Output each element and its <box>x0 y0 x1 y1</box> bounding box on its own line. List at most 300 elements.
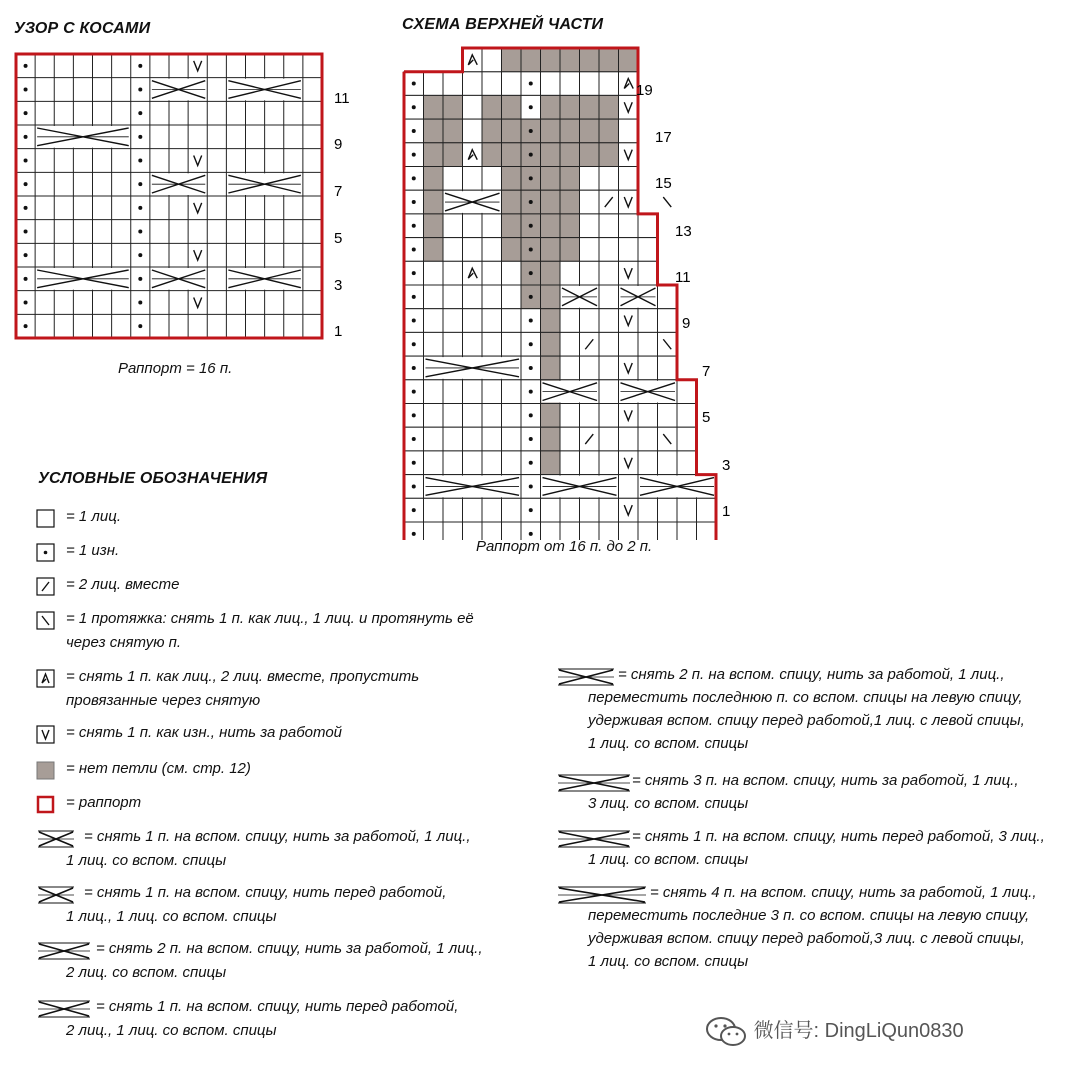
purl-stitch <box>138 230 142 234</box>
legend-item-text: 1 лиц. со вспом. спицы <box>588 953 749 970</box>
no-stitch-cell <box>443 143 463 167</box>
legend-item <box>36 996 556 1046</box>
no-stitch-cell <box>502 95 522 119</box>
purl-stitch <box>24 88 28 92</box>
grid-cell <box>677 522 697 540</box>
no-stitch-cell <box>541 190 561 214</box>
purl-stitch <box>412 105 416 109</box>
legend-item <box>556 882 1076 982</box>
no-stitch-cell <box>580 143 600 167</box>
grid-cell <box>463 309 483 333</box>
legend-item-text: = раппорт <box>66 794 142 811</box>
grid-cell <box>424 380 444 404</box>
grid-cell <box>463 427 483 451</box>
grid-cell <box>619 498 639 522</box>
no-stitch-cell <box>424 143 444 167</box>
purl-stitch <box>412 224 416 228</box>
grid-cell <box>658 522 678 540</box>
grid-cell <box>463 261 483 285</box>
grid-cell <box>580 167 600 191</box>
cable-1-1-back-symbol <box>36 828 76 850</box>
skpo-stitch <box>663 197 671 207</box>
grid-cell <box>502 451 522 475</box>
grid-cell <box>619 190 639 214</box>
legend-item-text: = 1 протяжка: снять 1 п. как лиц., 1 лиц. и протянуть её <box>66 610 474 627</box>
no-stitch-cell <box>541 332 561 356</box>
grid-cell <box>463 95 483 119</box>
no-stitch-cell <box>502 214 522 238</box>
chart2-row-number: 7 <box>702 363 711 380</box>
grid-cell <box>599 261 619 285</box>
purl-stitch <box>529 437 533 441</box>
purl-stitch <box>529 319 533 323</box>
chart2-row-number: 3 <box>722 457 731 474</box>
chart2-row-number: 19 <box>636 82 653 99</box>
grid-cell <box>560 427 580 451</box>
grid-cell <box>560 309 580 333</box>
legend-item-text: = снять 1 п. как лиц., 2 лиц. вместе, пропустить <box>66 668 420 685</box>
no-stitch-cell <box>541 214 561 238</box>
legend-item-text: = 1 изн. <box>66 542 120 559</box>
legend-item-text: = снять 1 п. на вспом. спицу, нить за работой, 1 лиц., <box>84 828 471 845</box>
grid-cell <box>677 380 697 404</box>
grid-cell <box>638 427 658 451</box>
chart1-row-number: 5 <box>334 230 343 247</box>
no-stitch-cell <box>482 95 502 119</box>
grid-cell <box>463 238 483 262</box>
purl-stitch <box>529 271 533 275</box>
purl-stitch <box>412 271 416 275</box>
grid-cell <box>443 309 463 333</box>
legend-item-text-line2: 2 лиц., 1 лиц. со вспом. спицы <box>66 1022 277 1039</box>
legend-item <box>36 826 556 876</box>
grid-cell <box>482 285 502 309</box>
grid-cell <box>560 451 580 475</box>
grid-cell <box>619 238 639 262</box>
purl-stitch <box>529 366 533 370</box>
no-stitch-cell <box>541 238 561 262</box>
slip-stitch <box>194 61 202 71</box>
slip-stitch <box>194 298 202 308</box>
grid-cell <box>638 404 658 428</box>
legend-item-text: удерживая вспом. спицу перед работой,3 лиц. с левой спицы, <box>588 930 1025 947</box>
grid-cell <box>599 404 619 428</box>
no-stitch-cell <box>560 190 580 214</box>
grid-cell <box>619 261 639 285</box>
chart1-row-number: 1 <box>334 323 343 340</box>
purl-stitch <box>24 182 28 186</box>
grid-cell <box>638 332 658 356</box>
purl-stitch <box>412 484 416 488</box>
purl-stitch <box>529 295 533 299</box>
no-stitch-cell <box>541 404 561 428</box>
grid-cell <box>619 214 639 238</box>
grid-cell <box>599 214 619 238</box>
grid-cell <box>502 285 522 309</box>
grid-cell <box>502 404 522 428</box>
grid-cell <box>580 309 600 333</box>
no-stitch-cell <box>424 238 444 262</box>
grid-cell <box>463 285 483 309</box>
grid-cell <box>599 238 619 262</box>
purl-stitch <box>412 153 416 157</box>
chart2-row-number: 9 <box>682 315 691 332</box>
grid-cell <box>658 451 678 475</box>
grid-cell <box>424 72 444 96</box>
legend-item-text-line2: 1 лиц. со вспом. спицы <box>66 852 227 869</box>
purl-stitch <box>138 88 142 92</box>
grid-cell <box>482 332 502 356</box>
watermark-text: 微信号: DingLiQun0830 <box>753 1020 964 1042</box>
grid-cell <box>619 143 639 167</box>
slip-stitch <box>194 250 202 260</box>
purl-stitch <box>529 176 533 180</box>
purl-stitch <box>24 159 28 163</box>
legend-item-text: = снять 2 п. на вспом. спицу, нить за работой, 1 лиц., <box>96 940 483 957</box>
purl-stitch <box>529 129 533 133</box>
purl-stitch <box>529 247 533 251</box>
legend-item-text: 3 лиц. со вспом. спицы <box>588 795 749 812</box>
chart2-row-number: 17 <box>655 129 672 146</box>
chart2-row-number: 5 <box>702 409 711 426</box>
grid-cell <box>463 119 483 143</box>
grid-cell <box>580 261 600 285</box>
grid-cell <box>599 498 619 522</box>
grid-cell <box>482 48 502 72</box>
purl-stitch <box>529 413 533 417</box>
cable-2-1-back-symbol <box>36 940 92 962</box>
grid-cell <box>502 261 522 285</box>
grid-cell <box>619 309 639 333</box>
chart2-row-number: 1 <box>722 503 731 520</box>
grid-cell <box>482 451 502 475</box>
grid-cell <box>443 332 463 356</box>
grid-cell <box>580 356 600 380</box>
legend-item-text-line2: 2 лиц. со вспом. спицы <box>66 964 227 981</box>
purl-stitch <box>138 182 142 186</box>
purl-stitch <box>412 413 416 417</box>
legend-item-text: = нет петли (см. стр. 12) <box>66 760 251 777</box>
grid-cell <box>482 309 502 333</box>
grid-cell <box>677 498 697 522</box>
no-stitch-cell <box>443 95 463 119</box>
grid-cell <box>677 404 697 428</box>
grid-cell <box>443 427 463 451</box>
chart2-row-number: 15 <box>655 175 672 192</box>
purl-stitch <box>529 105 533 109</box>
grid-cell <box>443 404 463 428</box>
grid-cell <box>463 404 483 428</box>
grid-cell <box>619 167 639 191</box>
purl-stitch <box>412 247 416 251</box>
purl-stitch <box>529 484 533 488</box>
grid-cell <box>502 427 522 451</box>
grid-cell <box>463 380 483 404</box>
purl-stitch <box>529 390 533 394</box>
grid-cell <box>580 498 600 522</box>
grid-cell <box>424 427 444 451</box>
grid-cell <box>638 451 658 475</box>
purl-stitch <box>138 111 142 115</box>
legend-item-text: = снять 1 п. как изн., нить за работой <box>66 724 343 741</box>
grid-cell <box>560 332 580 356</box>
no-stitch-cell <box>502 119 522 143</box>
grid-cell <box>599 380 619 404</box>
grid-cell <box>580 404 600 428</box>
grid-cell <box>619 119 639 143</box>
purl-stitch <box>24 206 28 210</box>
legend-item-text-line2: 1 лиц., 1 лиц. со вспом. спицы <box>66 908 277 925</box>
grid-cell <box>638 261 658 285</box>
grid-cell <box>580 48 600 72</box>
purl-stitch <box>138 253 142 257</box>
grid-cell <box>658 285 678 309</box>
chart1-caption: Раппорт = 16 п. <box>118 360 233 377</box>
watermark <box>704 1014 964 1049</box>
grid-cell <box>619 356 639 380</box>
grid-cell <box>521 48 541 72</box>
grid-cell <box>482 261 502 285</box>
chart2-title: СХЕМА ВЕРХНЕЙ ЧАСТИ <box>402 16 604 33</box>
chart1-title: УЗОР С КОСАМИ <box>14 20 151 37</box>
upper-part-chart <box>380 30 760 540</box>
no-stitch-cell <box>541 167 561 191</box>
legend-item-text: = 2 лиц. вместе <box>66 576 180 593</box>
grid-cell <box>658 356 678 380</box>
legend-title: УСЛОВНЫЕ ОБОЗНАЧЕНИЯ <box>38 470 268 487</box>
grid-cell <box>502 48 522 72</box>
no-stitch-cell <box>599 119 619 143</box>
no-stitch-cell <box>541 261 561 285</box>
grid-cell <box>482 380 502 404</box>
purl-stitch <box>412 295 416 299</box>
grid-cell <box>482 214 502 238</box>
purl-stitch <box>24 253 28 257</box>
legend-item-text: = снять 1 п. на вспом. спицу, нить перед работой, <box>84 884 447 901</box>
cable-1-3-front-symbol <box>556 828 632 850</box>
no-stitch-cell <box>541 95 561 119</box>
purl-stitch <box>412 82 416 86</box>
grid-cell <box>443 238 463 262</box>
no-stitch-cell <box>424 190 444 214</box>
grid-cell <box>560 72 580 96</box>
grid-cell <box>443 380 463 404</box>
grid-cell <box>541 48 561 72</box>
grid-cell <box>599 356 619 380</box>
grid-cell <box>697 498 717 522</box>
purl-stitch <box>529 461 533 465</box>
no-stitch-cell <box>502 167 522 191</box>
grid-cell <box>443 214 463 238</box>
grid-cell <box>599 167 619 191</box>
legend-item-text: удерживая вспом. спицу перед работой,1 лиц. с левой спицы, <box>588 712 1025 729</box>
legend-item <box>556 664 1076 764</box>
grid-cell <box>502 332 522 356</box>
legend-item <box>36 882 556 932</box>
purl-stitch <box>529 200 533 204</box>
grid-cell <box>560 48 580 72</box>
grid-cell <box>638 356 658 380</box>
no-stitch-cell <box>599 143 619 167</box>
purl-stitch <box>138 135 142 139</box>
grid-cell <box>619 332 639 356</box>
grid-cell <box>443 285 463 309</box>
no-stitch-cell <box>541 356 561 380</box>
grid-cell <box>560 498 580 522</box>
grid-cell <box>443 451 463 475</box>
legend-item <box>36 666 556 716</box>
chart2-row-number: 11 <box>675 269 691 286</box>
grid-cell <box>580 72 600 96</box>
legend-item-text-line2: провязанные через снятую <box>66 692 261 709</box>
no-stitch-cell <box>560 238 580 262</box>
grid-cell <box>424 404 444 428</box>
grid-cell <box>424 451 444 475</box>
no-stitch-cell <box>580 119 600 143</box>
legend-item-text-line2: через снятую п. <box>66 634 182 651</box>
legend-item-text: = снять 2 п. на вспом. спицу, нить за работой, 1 лиц., <box>618 666 1005 683</box>
chart2-row-number: 13 <box>675 223 692 240</box>
grid-cell <box>619 427 639 451</box>
grid-cell <box>658 404 678 428</box>
purl-stitch <box>412 461 416 465</box>
cable-1-2-front-symbol <box>36 998 92 1020</box>
grid-cell <box>424 332 444 356</box>
grid-cell <box>599 285 619 309</box>
grid-cell <box>443 167 463 191</box>
grid-cell <box>482 72 502 96</box>
grid-cell <box>619 404 639 428</box>
no-stitch-cell <box>482 119 502 143</box>
slip-stitch <box>194 156 202 166</box>
grid-cell <box>638 309 658 333</box>
purl-stitch <box>412 129 416 133</box>
no-stitch-cell <box>560 214 580 238</box>
grid-cell <box>463 451 483 475</box>
legend-item-text: переместить последние 3 п. со вспом. спицы на левую спицу, <box>588 907 1030 924</box>
no-stitch-cell <box>424 119 444 143</box>
purl-stitch <box>24 64 28 68</box>
cable-4-3-1-symbol <box>556 884 648 906</box>
grid-cell <box>502 309 522 333</box>
cable-3-1-back-symbol <box>556 772 632 794</box>
no-stitch-cell <box>424 214 444 238</box>
grid-cell <box>599 332 619 356</box>
grid-cell <box>482 404 502 428</box>
grid-cell <box>580 190 600 214</box>
grid-cell <box>463 72 483 96</box>
grid-cell <box>638 498 658 522</box>
chart1-row-number: 11 <box>334 90 350 107</box>
purl-stitch <box>138 324 142 328</box>
grid-cell <box>638 214 658 238</box>
no-stitch-cell <box>599 95 619 119</box>
no-stitch-cell <box>502 190 522 214</box>
no-stitch-cell <box>560 143 580 167</box>
purl-stitch <box>529 153 533 157</box>
grid-cell <box>580 238 600 262</box>
grid-cell <box>502 380 522 404</box>
grid-cell <box>580 451 600 475</box>
cable-pattern-chart <box>0 0 380 350</box>
cable-1-1-front-symbol <box>36 884 76 906</box>
no-stitch-cell <box>580 95 600 119</box>
purl-stitch <box>24 301 28 305</box>
purl-stitch <box>24 230 28 234</box>
grid-cell <box>424 261 444 285</box>
no-stitch-cell <box>424 95 444 119</box>
chart2-caption: Раппорт от 16 п. до 2 п. <box>476 538 653 555</box>
grid-cell <box>541 72 561 96</box>
grid-cell <box>482 427 502 451</box>
grid-cell <box>560 404 580 428</box>
purl-stitch <box>138 159 142 163</box>
no-stitch-cell <box>541 119 561 143</box>
purl-stitch <box>138 206 142 210</box>
purl-stitch <box>24 135 28 139</box>
grid-cell <box>599 427 619 451</box>
grid-cell <box>463 214 483 238</box>
no-stitch-cell <box>541 427 561 451</box>
grid-cell <box>502 72 522 96</box>
purl-stitch <box>529 82 533 86</box>
grid-cell <box>599 48 619 72</box>
grid-cell <box>482 238 502 262</box>
legend-item-text: переместить последнюю п. со вспом. спицы на левую спицу, <box>588 689 1023 706</box>
purl-stitch <box>24 111 28 115</box>
purl-stitch <box>529 224 533 228</box>
purl-stitch <box>412 366 416 370</box>
grid-cell <box>580 214 600 238</box>
no-stitch-cell <box>541 285 561 309</box>
no-stitch-cell <box>560 95 580 119</box>
chart1-row-number: 3 <box>334 277 343 294</box>
purl-stitch <box>412 319 416 323</box>
purl-stitch <box>529 342 533 346</box>
no-stitch-cell <box>482 143 502 167</box>
no-stitch-cell <box>541 143 561 167</box>
purl-stitch <box>138 64 142 68</box>
chart1-row-number: 7 <box>334 183 343 200</box>
grid-cell <box>560 261 580 285</box>
no-stitch-cell <box>502 238 522 262</box>
purl-stitch <box>412 437 416 441</box>
grid-cell <box>638 238 658 262</box>
chart1-row-number: 9 <box>334 136 343 153</box>
no-stitch-cell <box>541 451 561 475</box>
no-stitch-cell <box>443 119 463 143</box>
cable-2-1-1-symbol <box>556 666 616 688</box>
grid-cell <box>424 309 444 333</box>
grid-cell <box>443 72 463 96</box>
no-stitch-cell <box>541 309 561 333</box>
legend-item <box>36 608 556 658</box>
grid-cell <box>443 261 463 285</box>
grid-cell <box>463 167 483 191</box>
legend-item-text: = снять 3 п. на вспом. спицу, нить за работой, 1 лиц., <box>632 772 1019 789</box>
grid-cell <box>677 427 697 451</box>
no-stitch-cell <box>560 119 580 143</box>
no-stitch-cell <box>502 143 522 167</box>
grid-cell <box>463 143 483 167</box>
purl-stitch <box>412 200 416 204</box>
wechat-icon <box>704 1015 748 1049</box>
grid-cell <box>599 309 619 333</box>
grid-cell <box>599 451 619 475</box>
legend-item-text: = снять 1 п. на вспом. спицу, нить перед работой, <box>96 998 459 1015</box>
legend-item-text: 1 лиц. со вспом. спицы <box>588 851 749 868</box>
grid-cell <box>619 475 639 499</box>
